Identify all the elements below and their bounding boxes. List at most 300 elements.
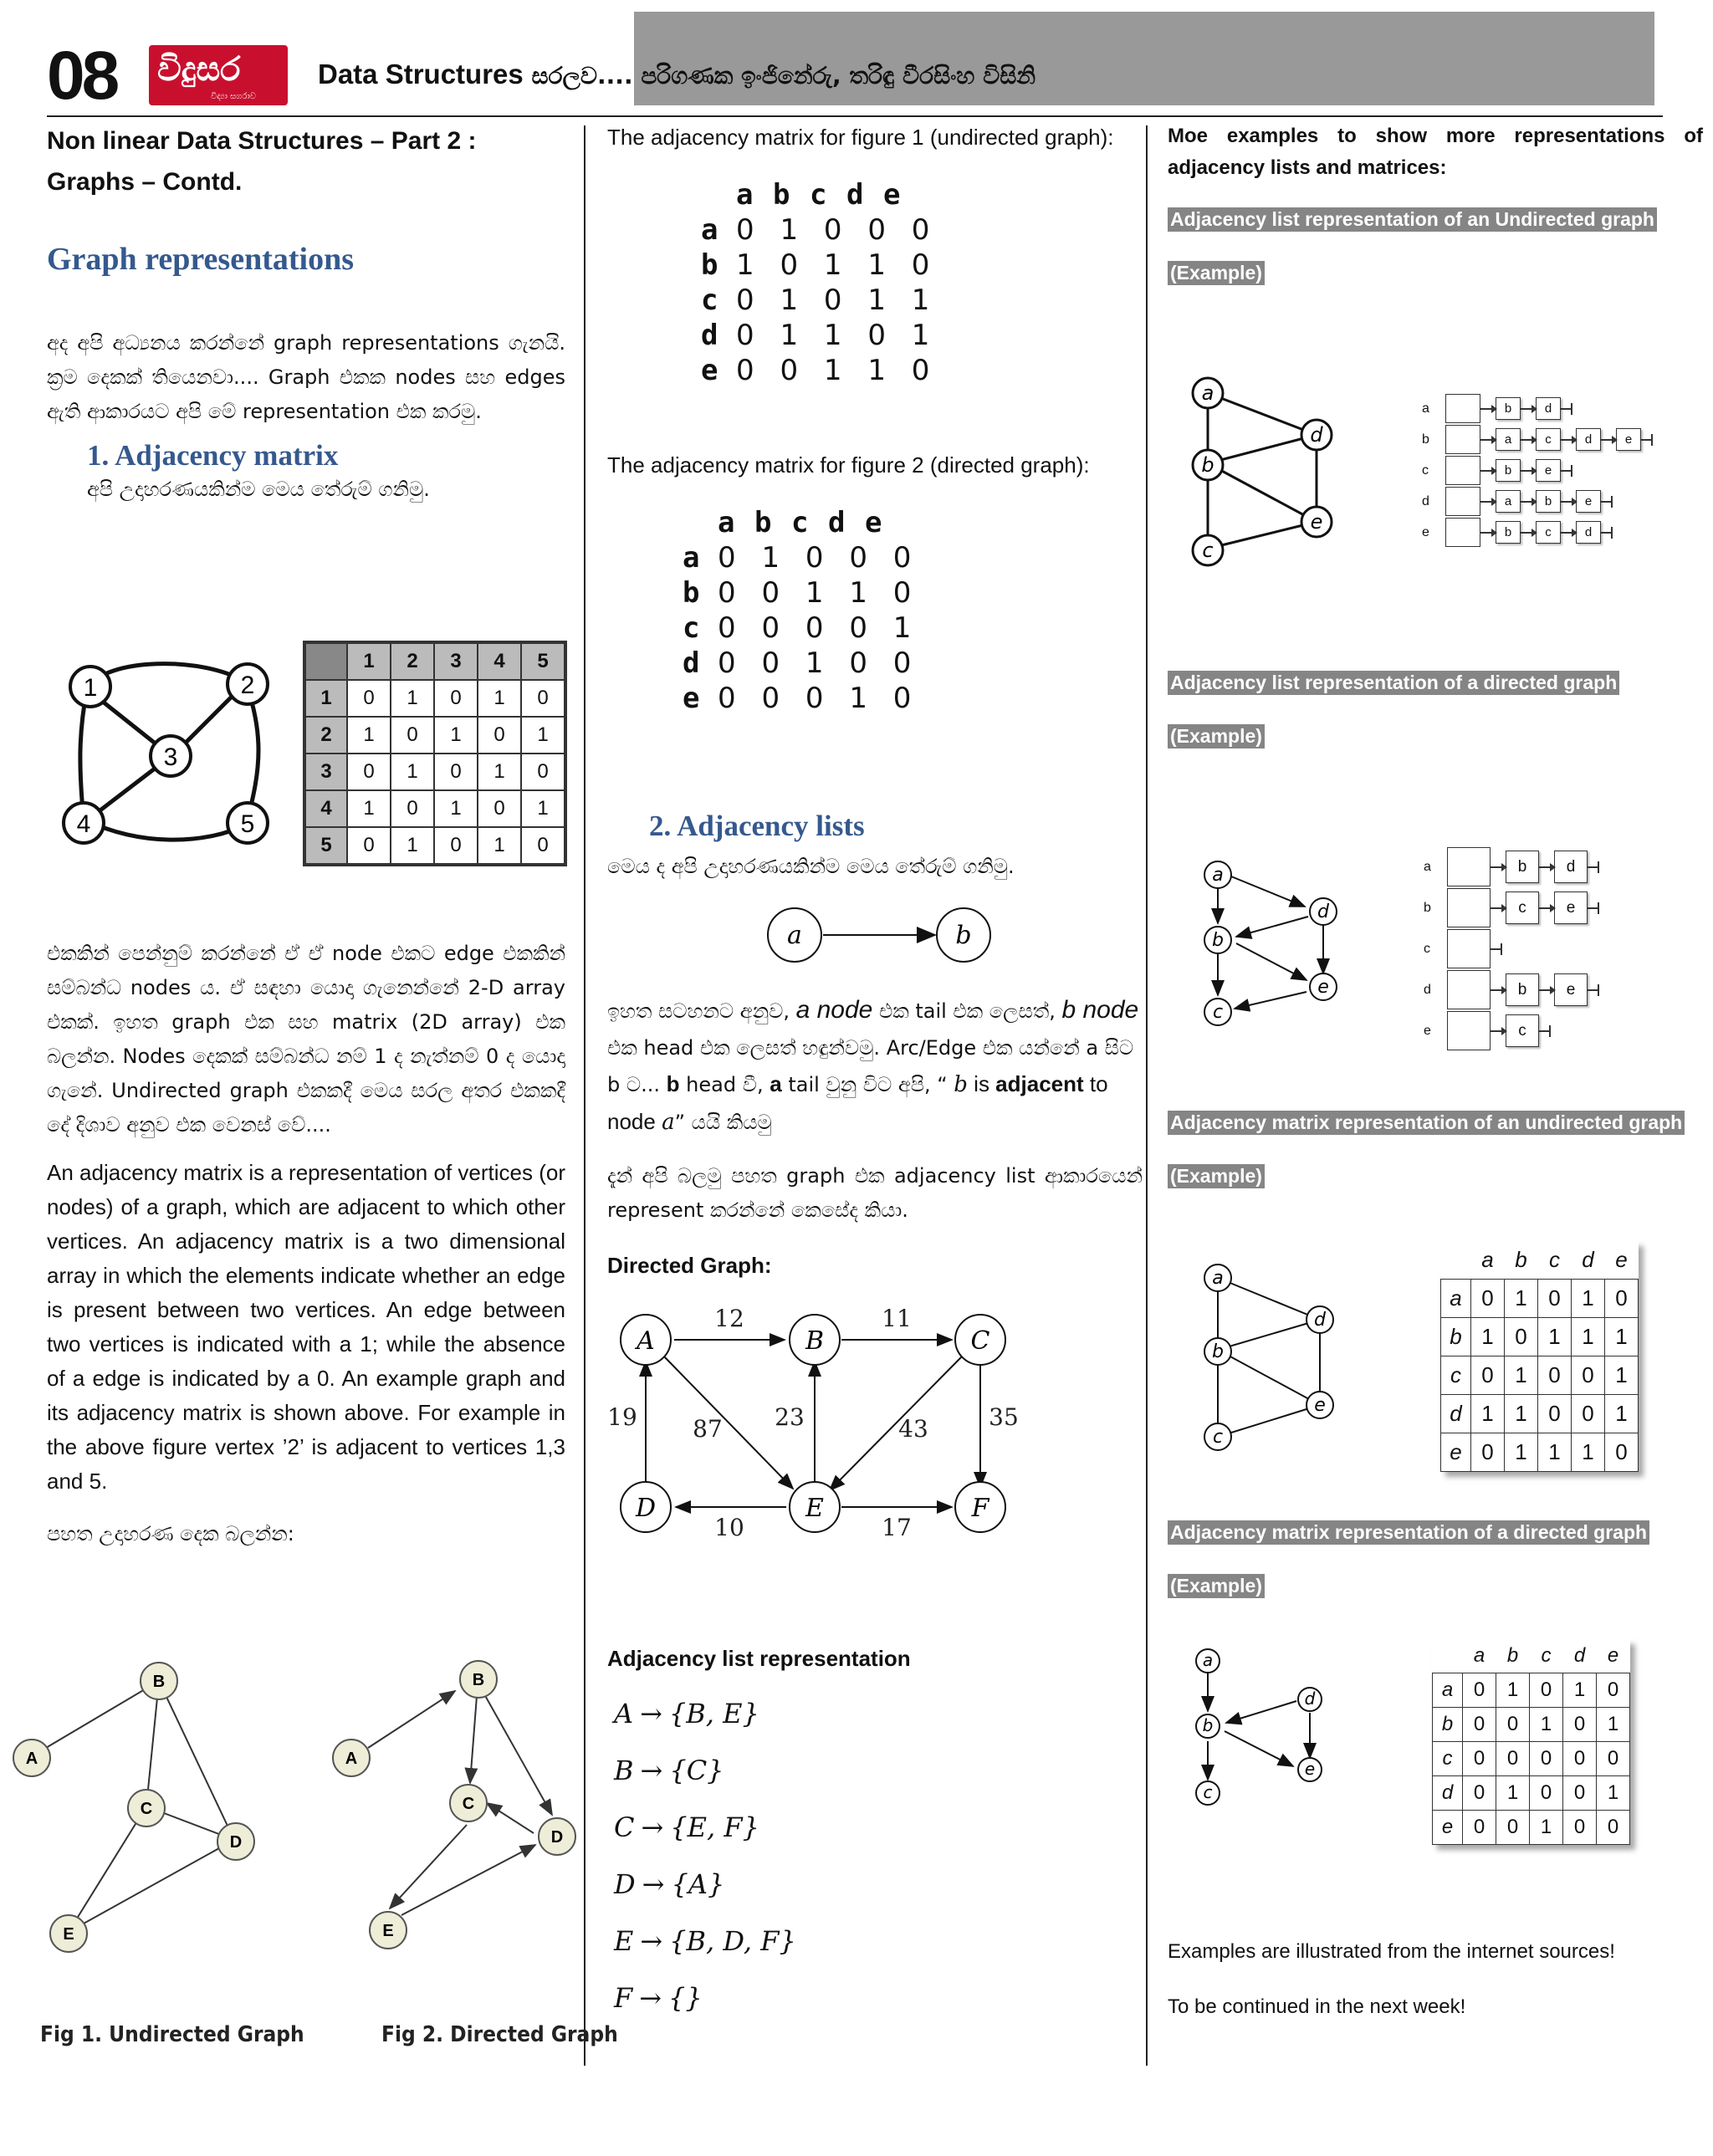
matrix-cell: 1 (391, 754, 434, 790)
matrix-row-values: 0 0 1 0 0 (718, 646, 920, 680)
matrix-cell: 1 (1572, 1280, 1605, 1318)
list-row (1422, 393, 1653, 424)
weight-11: 11 (882, 1305, 912, 1332)
svg-text:d: d (1314, 1310, 1326, 1331)
matrix-row-values: 0 0 1 1 0 (718, 576, 920, 610)
ex1-node-e (1301, 507, 1332, 537)
logo-brand: විදුසර (157, 50, 241, 89)
svg-text:e: e (1317, 977, 1329, 998)
list-arrow-icon (1480, 408, 1496, 410)
ab-edge-figure (763, 903, 997, 970)
list-arrow-icon (1539, 989, 1554, 991)
svg-text:c: c (1203, 1782, 1213, 1802)
directed-graph-title: Directed Graph: (607, 1253, 772, 1278)
list-head-cell (1445, 456, 1480, 485)
matrix-row-values: 0 0 0 1 0 (718, 682, 920, 715)
ex1-node-b (1193, 450, 1223, 480)
matrix-cell: 1 (1563, 1673, 1597, 1708)
adjacency-node: E (614, 1925, 634, 1957)
list-arrow-icon (1480, 532, 1496, 534)
matrix-cell: 0 (478, 717, 521, 754)
matrix-col-header: 4 (478, 642, 521, 680)
matrix-cell: 0 (1496, 1742, 1530, 1776)
matrix-cell: 0 (1538, 1395, 1572, 1433)
matrix-cell: 1 (478, 754, 521, 790)
example-label-1: (Example) (1168, 261, 1265, 285)
svg-text:a: a (1212, 1268, 1224, 1289)
matrix-cell: 0 (347, 827, 391, 865)
ex4-node-c (1196, 1781, 1220, 1805)
heading-list-directed: Adjacency list representation of a directed graph (1168, 671, 1619, 695)
part-title-2: Graphs – Contd. (47, 168, 243, 196)
weight-12: 12 (714, 1305, 744, 1332)
svg-text:D: D (635, 1494, 657, 1523)
arrow-icon: → (642, 1868, 665, 1900)
fig2-caption: Fig 2. Directed Graph (381, 2022, 618, 2047)
matrix1-title: The adjacency matrix for figure 1 (undirected graph): (607, 125, 1114, 150)
matrix-cell: 0 (1597, 1742, 1630, 1776)
list-null-terminator (1601, 532, 1611, 534)
example2-directed-graph (1188, 853, 1355, 1054)
ex3-node-d (1306, 1306, 1333, 1333)
list-node: b (1536, 490, 1561, 513)
list-head-label: d (1422, 493, 1429, 508)
matrix-cell: 1 (347, 717, 391, 754)
svg-text:b: b (1201, 453, 1214, 477)
svg-text:A: A (637, 1326, 655, 1356)
svg-text:b: b (1212, 930, 1224, 951)
dg-node-e (790, 1482, 840, 1532)
list-head-cell (1445, 394, 1480, 423)
fig1-undirected-graph (8, 1648, 284, 1965)
matrix-row-values: 0 1 0 0 0 (718, 541, 920, 575)
matrix-row-header: e (683, 682, 700, 715)
header-title-en: Data Structures (318, 59, 524, 89)
matrix-header-row (1441, 1241, 1639, 1280)
matrix-cell: 0 (1605, 1433, 1639, 1472)
matrix-row (304, 717, 565, 754)
adjacency-set: {A} (671, 1868, 725, 1900)
matrix-row (683, 646, 919, 681)
list-null-terminator (1588, 907, 1598, 909)
matrix-row-header: 4 (304, 790, 347, 827)
example2-adjacency-list (1424, 846, 1599, 1051)
list-node: a (1496, 428, 1521, 451)
list-null-terminator (1588, 989, 1598, 991)
list-arrow-icon (1521, 439, 1536, 441)
list-arrow-icon (1561, 532, 1576, 534)
list-arrow-icon (1521, 470, 1536, 472)
list-head-label: c (1422, 462, 1429, 478)
arrow-icon: → (639, 1982, 662, 2014)
svg-text:D: D (229, 1833, 243, 1852)
matrix-header-row (304, 642, 565, 680)
section-title: Graph representations (47, 242, 354, 277)
adjacency-set: {E, F} (670, 1811, 759, 1843)
matrix-row-header: e (1433, 1811, 1463, 1845)
matrix-cell: 1 (1496, 1776, 1530, 1811)
example-label-2: (Example) (1168, 724, 1265, 748)
weight-10: 10 (714, 1514, 744, 1541)
matrix-row-values: 0 1 1 0 1 (736, 319, 938, 352)
node-a (768, 908, 821, 962)
matrix-cell: 0 (434, 754, 478, 790)
matrix-cell: 0 (1463, 1708, 1496, 1742)
matrix-row (701, 318, 938, 353)
list-head-cell (1447, 970, 1491, 1009)
list-node: b (1496, 397, 1521, 420)
adjacency-node: D (614, 1868, 636, 1900)
matrix-cell: 1 (1572, 1433, 1605, 1472)
list-row (1424, 887, 1599, 928)
matrix-row (683, 681, 919, 716)
matrix-cell: 0 (1563, 1708, 1597, 1742)
matrix-col-header: c (791, 506, 809, 539)
adjacency-list-item (614, 1868, 796, 1925)
list-arrow-icon (1521, 408, 1536, 410)
fig1-caption: Fig 1. Undirected Graph (40, 2022, 304, 2047)
matrix-cell: 1 (1530, 1811, 1563, 1845)
matrix-cell: 1 (1572, 1318, 1605, 1356)
matrix-row (1433, 1811, 1630, 1845)
matrix-row (683, 575, 919, 611)
dg-node-d (621, 1482, 671, 1532)
adjacency-list-item (614, 1755, 796, 1811)
footer-note-continued: To be continued in the next week! (1168, 1995, 1466, 2018)
matrix-cell: 1 (1505, 1280, 1538, 1318)
list-null-terminator (1601, 501, 1611, 503)
example3-undirected-graph (1188, 1254, 1355, 1464)
sub-adjacency-matrix: 1. Adjacency matrix (87, 439, 339, 472)
node-5 (228, 803, 268, 843)
matrix-cell: 0 (1572, 1395, 1605, 1433)
fig2-node-c (450, 1785, 487, 1821)
list-arrow-icon (1539, 866, 1554, 868)
svg-text:b: b (1202, 1715, 1214, 1735)
list-head-cell (1447, 1011, 1491, 1050)
list-head-cell (1447, 888, 1491, 927)
matrix-row (1441, 1280, 1639, 1318)
matrix-header-row (683, 505, 919, 540)
matrix-cell: 0 (347, 680, 391, 717)
fig1-node-c (128, 1790, 165, 1826)
matrix-row-header: a (701, 213, 718, 247)
matrix-row-header: a (1433, 1673, 1463, 1708)
matrix-cell: 0 (1538, 1280, 1572, 1318)
node-2 (228, 664, 268, 704)
ex1-node-d (1301, 420, 1332, 450)
list-node: e (1536, 459, 1561, 482)
list-null-terminator (1561, 470, 1571, 472)
ex4-node-b (1196, 1714, 1220, 1738)
matrix-row-header: 5 (304, 827, 347, 865)
matrix-cell: 1 (434, 790, 478, 827)
matrix-row (1441, 1433, 1639, 1472)
matrix-row (1441, 1356, 1639, 1395)
list-arrow-icon (1521, 532, 1536, 534)
matrix-row-header: d (683, 646, 700, 680)
matrix-cell: 1 (1496, 1673, 1530, 1708)
list-node: b (1506, 851, 1539, 883)
matrix-col-header: e (1607, 1644, 1619, 1667)
matrix-cell: 0 (434, 680, 478, 717)
column-1 (47, 120, 565, 507)
matrix1-undirected (701, 177, 938, 388)
sinhala-explanation: එකකින් පෙන්නුම් කරන්නේ ඒ ඒ node එකට edge එකකින් සම්බන්ධ nodes ය. ඒ සඳහා යොදා ගැනෙන්නේ 2-D array එකක්. ඉහත graph එක සහ matrix (2D array) එක බලන්න. Nodes දෙකක් සම්බන්ධ නම් 1 ද නැත්නම් 0 ද යොදා ගැනේ. Undirected graph එකකදී මෙය සරල අතර එකකදී දේ දිශාව අනුව එක වෙනස් වේ.... (47, 942, 565, 1137)
dg-node-b (790, 1315, 840, 1365)
matrix-col-header: d (828, 506, 846, 539)
list-arrow-icon (1480, 439, 1496, 441)
list-node: d (1536, 397, 1561, 420)
matrix-cell: 0 (1563, 1811, 1597, 1845)
svg-text:B: B (152, 1673, 166, 1691)
matrix2-title: The adjacency matrix for figure 2 (directed graph): (607, 452, 1090, 478)
matrix-cell: 0 (1463, 1742, 1496, 1776)
matrix-cell: 1 (1605, 1356, 1639, 1395)
list-head-cell (1445, 518, 1480, 547)
matrix-cell: 0 (1605, 1280, 1639, 1318)
list-arrow-icon (1539, 907, 1554, 909)
matrix-cell: 1 (391, 827, 434, 865)
svg-text:A: A (25, 1750, 38, 1768)
node-4 (64, 803, 104, 843)
matrix-cell: 1 (434, 717, 478, 754)
matrix-col-header: b (773, 178, 790, 212)
list-head-cell (1447, 929, 1491, 968)
matrix-row (1433, 1673, 1630, 1708)
dg-node-f (955, 1482, 1005, 1532)
matrix-row-values: 0 0 0 0 1 (718, 611, 920, 645)
col3-intro: Moe examples to show more representations of adjacency lists and matrices: (1168, 125, 1703, 179)
matrix-cell: 0 (1505, 1318, 1538, 1356)
matrix-row (304, 827, 565, 865)
matrix-col-header: e (865, 506, 882, 539)
matrix-cell: 1 (1605, 1395, 1639, 1433)
numbered-adjacency-matrix (303, 641, 567, 866)
edge-4-5 (87, 820, 246, 840)
list-arrow-icon (1491, 866, 1506, 868)
matrix-row-header: c (1441, 1356, 1471, 1395)
list-node: e (1554, 892, 1588, 924)
ex3-node-a (1204, 1264, 1231, 1291)
matrix-cell: 0 (1471, 1280, 1505, 1318)
matrix-cell: 1 (1597, 1776, 1630, 1811)
graph-figure-numbered (54, 649, 289, 850)
matrix-row (701, 353, 938, 388)
matrix-col-header: c (1541, 1644, 1552, 1667)
matrix-row-values: 0 1 0 0 0 (736, 213, 938, 247)
svg-text:b: b (955, 921, 972, 950)
example-label-4: (Example) (1168, 1574, 1265, 1598)
svg-text:a: a (1202, 1650, 1214, 1670)
matrix-cell: 0 (1471, 1433, 1505, 1472)
matrix-col-header: c (1549, 1247, 1560, 1272)
matrix-cell: 1 (478, 680, 521, 717)
svg-text:C: C (140, 1800, 153, 1818)
svg-text:B: B (472, 1671, 485, 1689)
ex2-node-d (1310, 898, 1337, 925)
english-explanation: An adjacency matrix is a representation of vertices (or nodes) of a graph, which are adjacent to which other vertices. An adjacency matrix is a two dimensional array in which the elements indicate whether an edge is present between two vertices. An edge between two vertices is indicated with a 1; while the absence of a edge is indicated by a 0. An example graph and its adjacency matrix is shown above. For example in the above figure vertex ’2’ is adjacent to vertices 1,3 and 5. (47, 1160, 565, 1494)
adjacency-list-item (614, 1925, 796, 1982)
svg-text:a: a (1212, 865, 1224, 886)
weight-19: 19 (607, 1403, 637, 1431)
intro-paragraph: අද අපි අධ්‍යනය කරන්නේ graph representations ගැනයි. ක්‍රම දෙකක් තියෙනවා.... Graph එකක nodes සහ edges ඇති ආකාරයට අපි මේ representation එක කරමු. (47, 331, 565, 423)
example1-adjacency-list (1422, 393, 1653, 548)
arrow-icon: → (640, 1925, 663, 1957)
matrix-row-header: d (1441, 1395, 1471, 1433)
adjacency-list (614, 1698, 796, 2039)
ex4-node-d (1298, 1688, 1322, 1711)
matrix-col-header: 5 (521, 642, 565, 680)
matrix-cell: 0 (521, 680, 565, 717)
adjacency-node: A (614, 1698, 634, 1729)
matrix-cell: 0 (1597, 1673, 1630, 1708)
svg-text:d: d (1310, 423, 1323, 447)
weight-35: 35 (989, 1403, 1019, 1431)
weight-23: 23 (775, 1403, 805, 1431)
header-title (318, 59, 1035, 90)
matrix-row (701, 212, 938, 248)
adjacency-node: F (614, 1982, 633, 2014)
example4-directed-graph (1179, 1648, 1347, 1832)
sub-adjacency-lists-note: මෙය ද අපි උදාහරණයකින්ම මෙය තේරුම් ගනිමු. (607, 855, 1015, 878)
matrix-row (304, 754, 565, 790)
matrix-row-values: 0 1 0 1 1 (736, 284, 938, 317)
svg-text:E: E (805, 1494, 824, 1523)
ex1-node-a (1193, 378, 1223, 408)
matrix-row-header: d (1433, 1776, 1463, 1811)
example4-adjacency-matrix (1432, 1639, 1630, 1845)
matrix-row-header: d (701, 319, 718, 352)
matrix-row-header: b (683, 576, 700, 610)
logo-brand-box (149, 45, 288, 105)
matrix-cell: 1 (1505, 1395, 1538, 1433)
logo-tag: විද්‍යා සගරාව (211, 92, 256, 101)
fig1-node-a (13, 1740, 50, 1776)
tail-head-paragraph: ඉහත සටහනට අනුව, a node එක tail එක ලෙසත්, b node එක head එක ලෙසත් හඳුන්වමු. Arc/Edge එක යන්නේ a සිට b ට... b head වී, a tail වුනු විට අපි, “ b is adjacent to node a” යයි කියමු (607, 996, 1139, 1135)
arrow-icon: → (640, 1755, 663, 1786)
svg-text:d: d (1304, 1689, 1316, 1709)
node-3 (151, 736, 191, 776)
matrix-row-values: 1 0 1 1 0 (736, 248, 938, 282)
matrix-cell: 0 (521, 754, 565, 790)
svg-text:E: E (63, 1925, 74, 1944)
matrix-cell: 1 (391, 680, 434, 717)
list-node: e (1554, 973, 1588, 1006)
list-head-label: a (1424, 859, 1431, 874)
ex1-node-c (1193, 535, 1223, 565)
list-null-terminator (1561, 408, 1571, 410)
svg-text:e: e (1310, 510, 1323, 534)
matrix-row (701, 248, 938, 283)
matrix-cell: 0 (434, 827, 478, 865)
dg-node-c (955, 1315, 1005, 1365)
list-node: c (1506, 1014, 1539, 1047)
matrix-header-row (701, 177, 938, 212)
list-node: d (1576, 428, 1601, 451)
matrix-col-header: e (1615, 1247, 1628, 1272)
matrix-cell: 0 (347, 754, 391, 790)
matrix-header-row (1433, 1639, 1630, 1673)
matrix-row-header: b (1433, 1708, 1463, 1742)
adjacency-list-item (614, 1982, 796, 2039)
matrix-row-header: c (701, 284, 718, 317)
weight-87: 87 (693, 1415, 723, 1443)
list-head-label: e (1424, 1023, 1431, 1038)
fig1-node-e (50, 1915, 87, 1952)
list-head-label: e (1422, 524, 1429, 539)
adjacency-node: C (614, 1811, 635, 1843)
matrix-cell: 1 (1530, 1708, 1563, 1742)
list-node: d (1576, 521, 1601, 544)
matrix-cell: 1 (1505, 1356, 1538, 1395)
list-arrow-icon (1480, 501, 1496, 503)
edge-1-4 (80, 689, 87, 820)
list-head-label: d (1424, 982, 1431, 997)
matrix-cell: 1 (1538, 1318, 1572, 1356)
list-null-terminator (1539, 1030, 1549, 1032)
example3-adjacency-matrix (1440, 1241, 1639, 1472)
matrix-row (1441, 1318, 1639, 1356)
list-null-terminator (1491, 948, 1501, 950)
fig2-directed-graph (326, 1648, 585, 1965)
list-arrow-icon (1480, 470, 1496, 472)
matrix-cell: 0 (1530, 1776, 1563, 1811)
edge-a-e (664, 1356, 793, 1489)
svg-text:1: 1 (83, 674, 98, 702)
list-row (1422, 455, 1653, 486)
svg-text:A: A (345, 1750, 358, 1768)
svg-text:D: D (550, 1828, 564, 1847)
examples-note: පහත උදාහරණ දෙක බලන්න: (47, 1522, 294, 1545)
weighted-directed-graph (607, 1291, 1025, 1542)
heading-matrix-directed: Adjacency matrix representation of a directed graph (1168, 1520, 1649, 1545)
matrix-row-header: 2 (304, 717, 347, 754)
fig1-node-d (217, 1823, 254, 1860)
matrix-col-header: d (846, 178, 864, 212)
adjacency-list-title: Adjacency list representation (607, 1646, 911, 1671)
ex2-node-c (1204, 999, 1231, 1025)
list-head-label: b (1422, 432, 1429, 447)
svg-text:5: 5 (240, 810, 255, 838)
list-arrow-icon (1561, 439, 1576, 441)
matrix-col-header: b (1506, 1644, 1519, 1667)
matrix-row (701, 283, 938, 318)
svg-text:d: d (1317, 902, 1329, 922)
adjacency-list-item (614, 1811, 796, 1868)
fig1-node-b (141, 1663, 177, 1699)
matrix-col-header: a (718, 506, 735, 539)
matrix-cell: 0 (1496, 1708, 1530, 1742)
matrix-row (304, 680, 565, 717)
matrix-row-header: e (701, 354, 718, 387)
matrix-cell: 0 (478, 790, 521, 827)
matrix-cell: 1 (1505, 1433, 1538, 1472)
example-label-3: (Example) (1168, 1164, 1265, 1188)
list-node: c (1536, 428, 1561, 451)
weight-43: 43 (898, 1415, 928, 1443)
matrix-row (1441, 1395, 1639, 1433)
list-arrow-icon (1491, 989, 1506, 991)
list-row (1422, 424, 1653, 455)
svg-text:a: a (1201, 381, 1214, 405)
svg-text:3: 3 (163, 743, 178, 771)
svg-text:C: C (970, 1326, 990, 1356)
list-row (1422, 486, 1653, 517)
matrix-col-header: a (736, 178, 754, 212)
list-node: c (1506, 892, 1539, 924)
list-row (1424, 1010, 1599, 1051)
